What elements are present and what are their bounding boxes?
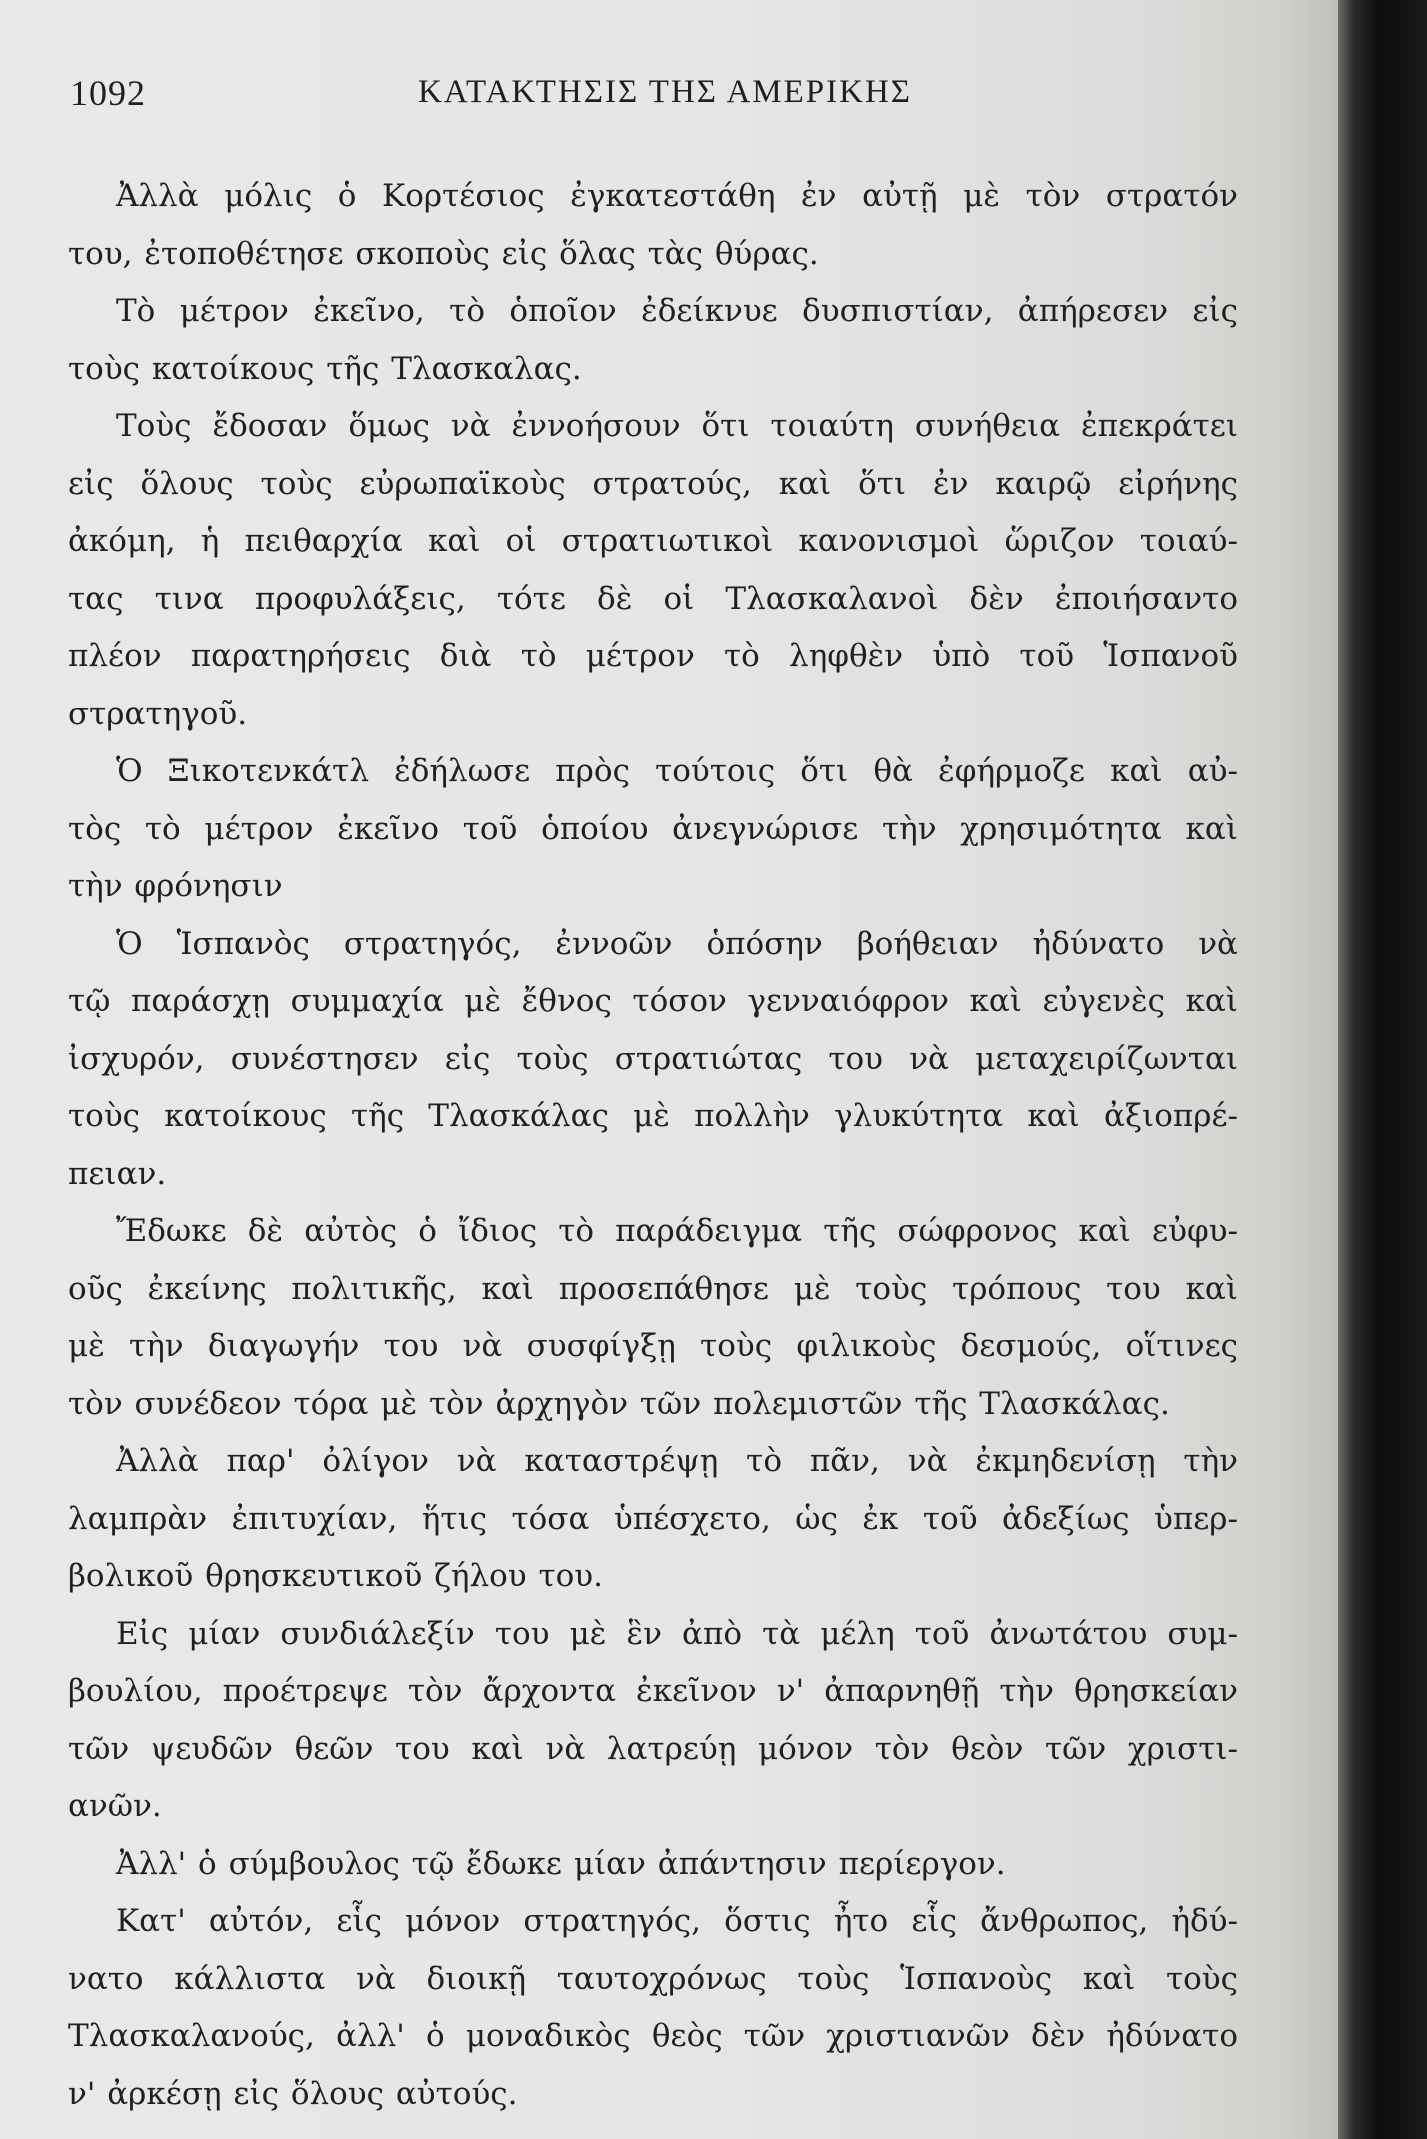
text-line: Κατ' αὐτόν, εἷς μόνον στρατηγός, ὅστις ἦτο εἷς ἄνθρωπος, ἠδύ- xyxy=(116,1903,1238,1939)
text-line: πειαν. xyxy=(68,1155,167,1192)
text-line: Ὁ Ἱσπανὸς στρατηγός, ἐννοῶν ὁπόσην βοήθειαν ἠδύνατο νὰ xyxy=(116,925,1238,962)
text-line: Ἀλλ' ὁ σύμβουλος τῷ ἔδωκε μίαν ἀπάντησιν περίεργον. xyxy=(116,1845,1006,1882)
text-line: Ἀλλὰ παρ' ὀλίγον νὰ καταστρέψῃ τὸ πᾶν, νὰ ἐκμηδενίσῃ τὴν xyxy=(116,1443,1238,1479)
text-line: ἀκόμη, ἡ πειθαρχία καὶ οἱ στρατιωτικοὶ κανονισμοὶ ὥριζον τοιαύ- xyxy=(68,523,1238,559)
text-line: τῷ παράσχῃ συμμαχία μὲ ἔθνος τόσον γενναιόφρον καὶ εὐγενὲς καὶ xyxy=(68,983,1238,1019)
text-line: τὸν συνέδεον τόρα μὲ τὸν ἀρχηγὸν τῶν πολεμιστῶν τῆς Τλασκάλας. xyxy=(68,1385,1170,1422)
book-gutter-shadow xyxy=(1338,0,1427,2139)
text-line: λαμπρὰν ἐπιτυχίαν, ἥτις τόσα ὑπέσχετο, ὡς ἐκ τοῦ ἀδεξίως ὑπερ- xyxy=(68,1500,1238,1537)
text-line: τοὺς κατοίκους τῆς Τλασκαλας. xyxy=(68,350,582,387)
text-line: ανῶν. xyxy=(68,1788,162,1824)
text-line: τας τινα προφυλάξεις, τότε δὲ οἱ Τλασκαλανοὶ δὲν ἐποιήσαντο xyxy=(68,580,1238,617)
body-text xyxy=(68,168,1238,2123)
text-line: μὲ τὴν διαγωγήν του νὰ συσφίγξῃ τοὺς φιλικοὺς δεσμούς, οἵτινες xyxy=(68,1328,1238,1364)
text-line: Τλασκαλανούς, ἀλλ' ὁ μοναδικὸς θεὸς τῶν χριστιανῶν δὲν ἠδύνατο xyxy=(68,2018,1238,2054)
text-line: στρατηγοῦ. xyxy=(68,695,248,732)
running-head xyxy=(70,72,1260,122)
text-line: βουλίου, προέτρεψε τὸν ἄρχοντα ἐκεῖνον ν' ἀπαρνηθῇ τὴν θρησκείαν xyxy=(68,1673,1238,1709)
text-line: Τοὺς ἔδοσαν ὅμως νὰ ἐννοήσουν ὅτι τοιαύτη συνήθεια ἐπεκράτει xyxy=(116,408,1238,444)
text-line: εἰς ὅλους τοὺς εὐρωπαϊκοὺς στρατούς, καὶ ὅτι ἐν καιρῷ εἰρήνης xyxy=(68,465,1238,502)
text-line: βολικοῦ θρησκευτικοῦ ζήλου του. xyxy=(68,1558,603,1594)
page-title: ΚΑΤΑΚΤΗΣΙΣ ΤΗΣ ΑΜΕΡΙΚΗΣ xyxy=(418,74,912,110)
text-line: ν' ἀρκέσῃ εἰς ὅλους αὐτούς. xyxy=(68,2075,518,2112)
text-line: του, ἐτοποθέτησε σκοποὺς εἰς ὅλας τὰς θύρας. xyxy=(68,235,819,272)
text-line: τῶν ψευδῶν θεῶν του καὶ νὰ λατρεύῃ μόνον τὸν θεὸν τῶν χριστι- xyxy=(68,1730,1238,1767)
text-line: Ὁ Ξικοτενκάτλ ἐδήλωσε πρὸς τούτοις ὅτι θὰ ἐφήρμοζε καὶ αὐ- xyxy=(116,753,1238,789)
page-number: 1092 xyxy=(70,73,146,113)
text-line: Ἔδωκε δὲ αὐτὸς ὁ ἴδιος τὸ παράδειγμα τῆς σώφρονος καὶ εὐφυ- xyxy=(116,1213,1238,1249)
text-line: τὸς τὸ μέτρον ἐκεῖνο τοῦ ὁποίου ἀνεγνώρισε τὴν χρησιμότητα καὶ xyxy=(68,810,1238,847)
text-line: οῦς ἐκείνης πολιτικῆς, καὶ προσεπάθησε μὲ τοὺς τρόπους του καὶ xyxy=(68,1270,1238,1307)
text-line: πλέον παρατηρήσεις διὰ τὸ μέτρον τὸ ληφθὲν ὑπὸ τοῦ Ἱσπανοῦ xyxy=(68,638,1238,674)
text-line: Τὸ μέτρον ἐκεῖνο, τὸ ὁποῖον ἐδείκνυε δυσπιστίαν, ἀπήρεσεν εἰς xyxy=(116,293,1238,329)
text-line: Ἀλλὰ μόλις ὁ Κορτέσιος ἐγκατεστάθη ἐν αὐτῇ μὲ τὸν στρατόν xyxy=(116,178,1238,214)
text-line: Εἰς μίαν συνδιάλεξίν του μὲ ἓν ἀπὸ τὰ μέλη τοῦ ἀνωτάτου συμ- xyxy=(116,1615,1238,1652)
text-line: τὴν φρόνησιν xyxy=(68,868,283,904)
text-line: τοὺς κατοίκους τῆς Τλασκάλας μὲ πολλὴν γλυκύτητα καὶ ἀξιοπρέ- xyxy=(68,1098,1238,1134)
text-line: ἰσχυρόν, συνέστησεν εἰς τοὺς στρατιώτας του νὰ μεταχειρίζωνται xyxy=(68,1040,1238,1077)
text-line: νατο κάλλιστα νὰ διοικῇ ταυτοχρόνως τοὺς Ἱσπανοὺς καὶ τοὺς xyxy=(68,1960,1238,1997)
